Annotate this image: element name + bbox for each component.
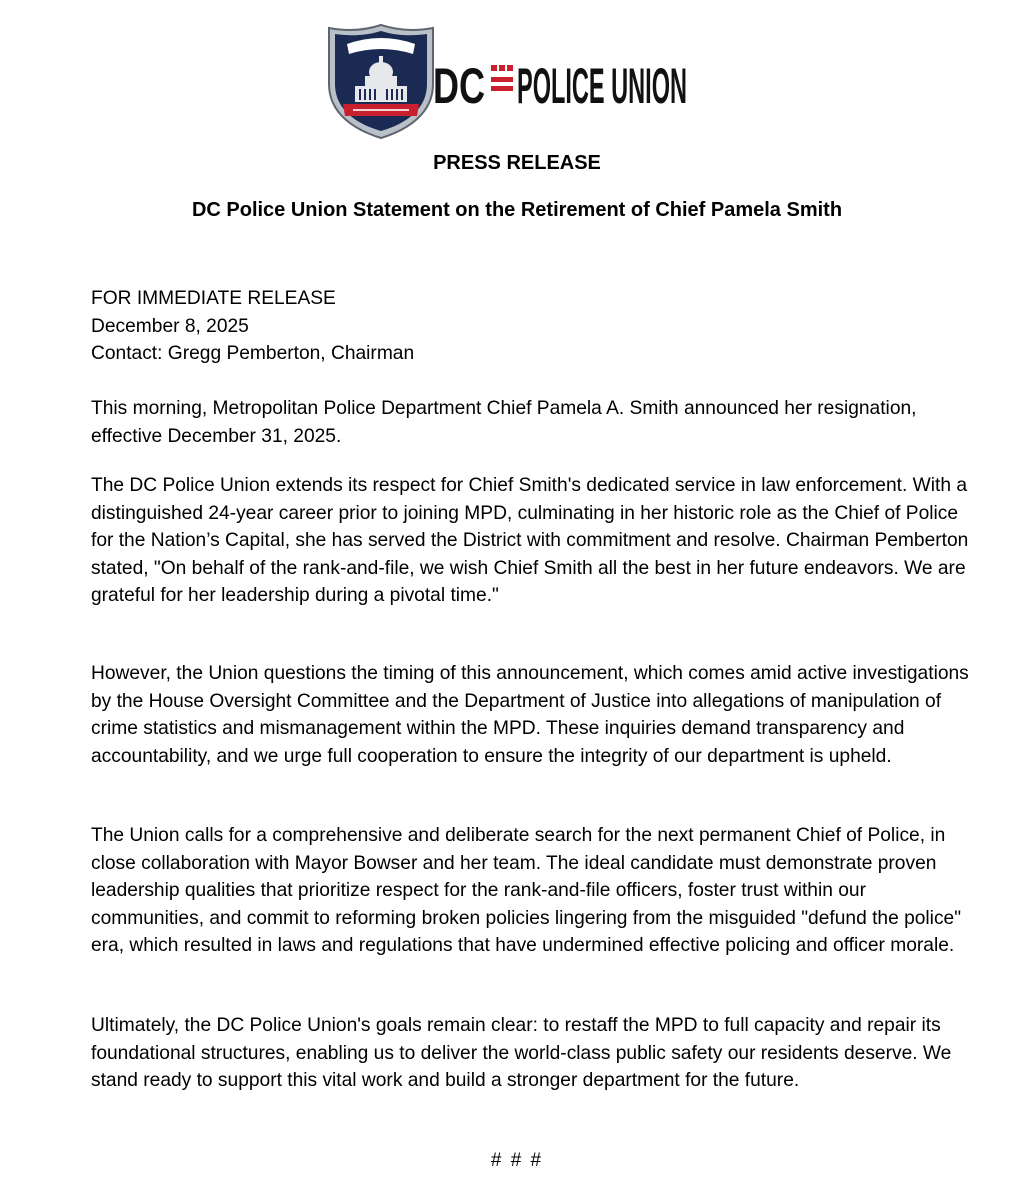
svg-text:DC: DC (433, 58, 485, 114)
dc-police-union-logo (325, 22, 700, 140)
paragraph-announcement: This morning, Metropolitan Police Department Chief Pamela A. Smith announced her resignation, effective December 31, 2025. (91, 398, 917, 447)
paragraph-respect: The DC Police Union extends its respect for Chief Smith's dedicated service in law enforcement. With a distinguished 24-year career prior to joining MPD, culminating in her historic role as the Chief of Police for the Nation’s Capital, she has served the District with commitment and resolve. Chairman Pemberton stated, "On behalf of the rank-and-file, we wish Chief Smith all the best in her future endeavors. We are grateful for her leadership during a pivotal time." (91, 475, 969, 606)
release-date: December 8, 2025 (91, 315, 249, 337)
release-type: FOR IMMEDIATE RELEASE (91, 288, 336, 309)
paragraph-search: The Union calls for a comprehensive and deliberate search for the next permanent Chief of Police, in close collaboration with Mayor Bowser and her team. The ideal candidate must demonstrate proven leadership qualities that prioritize respect for the rank-and-file officers, foster trust within our communities, and commit to reforming broken policies lingering from the misguided "defund the police" era, which resulted in laws and regulations that have undermined effective policing and officer morale. (91, 825, 962, 956)
press-release-label: PRESS RELEASE (433, 152, 601, 174)
release-meta (91, 285, 971, 368)
contact-line: Contact: Gregg Pemberton, Chairman (91, 343, 415, 364)
police-badge-icon (325, 22, 437, 140)
paragraph-investigations: However, the Union questions the timing of this announcement, which comes amid active investigations by the House Oversight Committee and the Department of Justice into allegations of manipulation of crime statistics and mismanagement within the MPD. These inquiries demand transparency and accountability, and we urge full cooperation to ensure the integrity of our department is upheld. (91, 663, 969, 767)
paragraph-goals: Ultimately, the DC Police Union's goals remain clear: to restaff the MPD to full capacity and repair its foundational structures, enabling us to deliver the world-class public safety our residents deserve. We stand ready to support this vital work and build a stronger department for the future. (91, 1015, 952, 1091)
dc-police-union-wordmark (433, 55, 689, 115)
svg-text:POLICE UNION: POLICE UNION (517, 58, 687, 114)
end-mark: # # # (490, 1150, 544, 1171)
page-title: DC Police Union Statement on the Retirement of Chief Pamela Smith (191, 199, 843, 221)
